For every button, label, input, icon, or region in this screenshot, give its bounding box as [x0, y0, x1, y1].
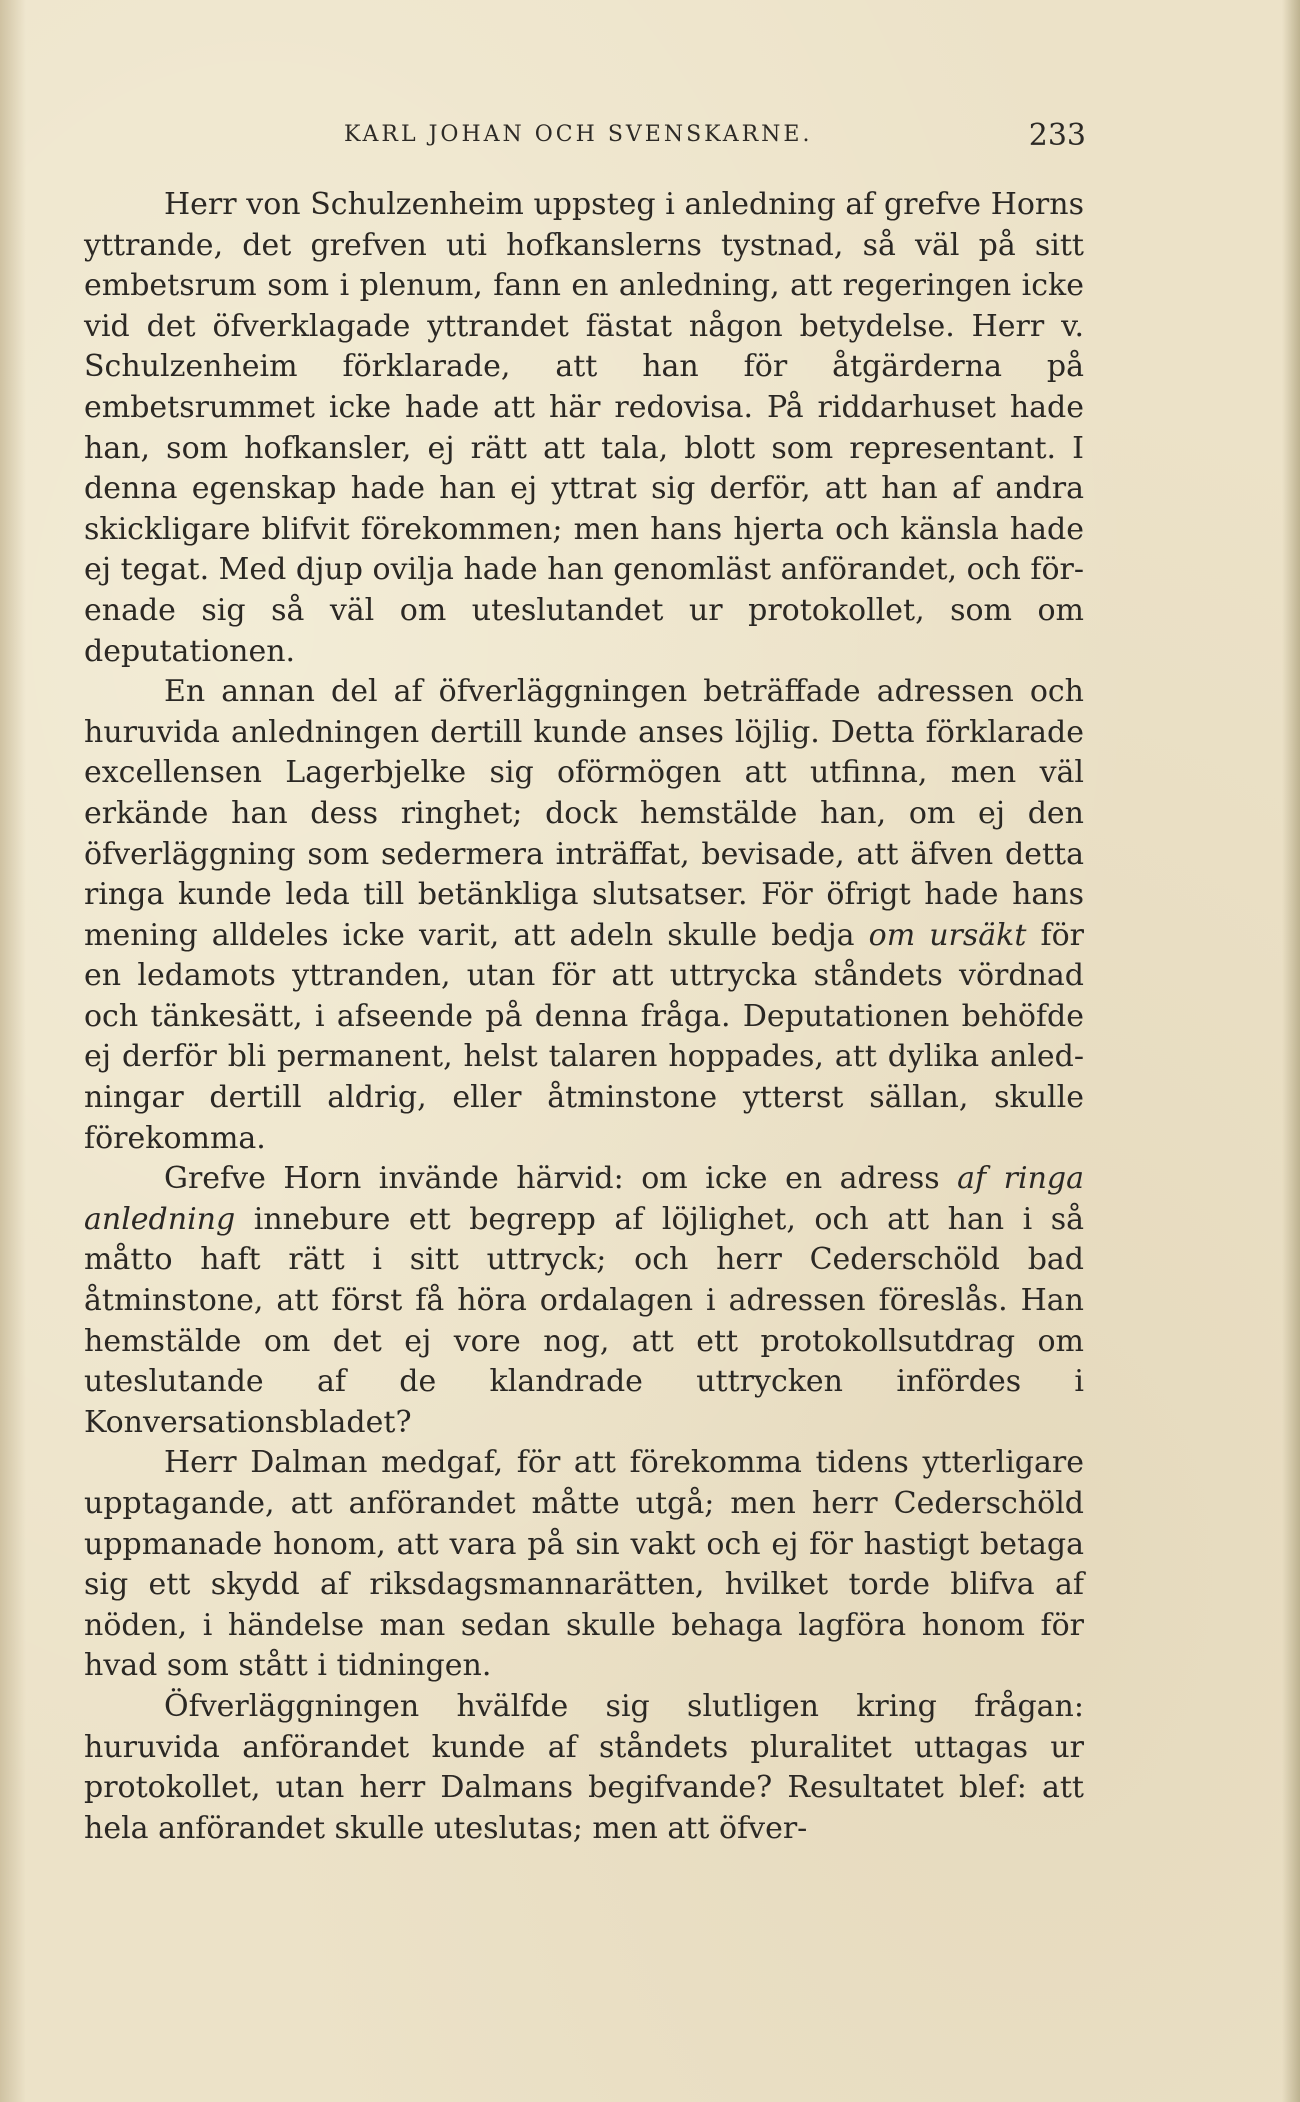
paragraph-4-text: Herr Dalman medgaf, för att förekomma tidens ytterligare upptagande, att anförandet måtte utgå; men herr Cederschöld uppmanade honom, att vara på sin vakt och ej för hastigt betaga sig ett skydd af riksdagsmannarätten, hvilket torde blifva af nöden, i händelse man sedan skulle behaga lagföra honom för hvad som stått i tidningen. [84, 1445, 1084, 1684]
paragraph-5-text: Öfverläggningen hvälfde sig slutligen kring frågan: huruvida anförandet kunde af ståndets pluralitet uttagas ur protokollet, utan herr Dalmans begifvande? Resultatet blef: att hela anförandet skulle uteslutas; men att öfver- [84, 1688, 1084, 1846]
paragraph-2-text-after: för en ledamots yttranden, utan för att uttrycka ståndets vördnad och tänkesätt, i afseende på denna fråga. Deputationen behöfde ej derför bli permanent, helst talaren hoppades, att dylika anledningar dertill aldrig, eller åtminstone ytterst sällan, skulle förekomma. [84, 917, 1084, 1156]
paragraph-2-text: En annan del af öfverläggningen beträffade adressen och huruvida anledningen dertill kunde anses löjlig. Detta förklarade excellensen Lagerbjelke sig oförmögen att utfinna, men väl erkände han dess ringhet; dock hemstälde han, om ej den öfverläggning som sedermera inträffat, bevisade, att äfven detta ringa kunde leda till betänkliga slutsatser. För öfrigt hade hans mening alldeles icke varit, att adeln skulle bedja [84, 674, 1084, 953]
paragraph-1 [84, 185, 1084, 672]
running-head [84, 118, 1084, 158]
paragraph-3-italic: af ringa anledning [84, 1161, 1085, 1237]
paragraph-3 [84, 1159, 1084, 1443]
body-text [84, 185, 1084, 1849]
paragraph-5 [84, 1687, 1084, 1849]
paragraph-2-italic: om ursäkt [868, 917, 1027, 953]
page-edge-shadow-left [0, 0, 26, 2102]
page-number: 233 [1028, 118, 1086, 153]
running-title: KARL JOHAN OCH SVENSKARNE. [344, 122, 813, 147]
paragraph-2 [84, 672, 1084, 1159]
paragraph-3-text-after: innebure ett begrepp af löjlighet, och att han i så måtto haft rätt i sitt uttryck; och herr Cederschöld bad åtminstone, att först få höra ordalagen i adressen föreslås. Han hemstälde om det ej vore nog, att ett protokollsutdrag om uteslutande af de klandrade uttrycken infördes i Konversationsbladet? [84, 1201, 1084, 1440]
paragraph-4 [84, 1443, 1084, 1687]
paragraph-1-text: Herr von Schulzenheim uppsteg i anledning af grefve Horns yttrande, det grefven uti hofkanslerns tystnad, så väl på sitt embetsrum som i plenum, fann en anledning, att regeringen icke vid det öfverklagade yttrandet fästat någon betydelse. Herr v. Schulzenheim förklarade, att han för åtgärderna på embetsrummet icke hade att här redovisa. På riddarhuset hade han, som hofkansler, ej rätt att tala, blott som representant. I denna egenskap hade han ej yttrat sig derför, att han af andra skickligare blifvit förekommen; men hans hjerta och känsla hade ej tegat. Med djup ovilja hade han genomläst anförandet, och förenade sig så väl om uteslutandet ur protokollet, som om deputationen. [84, 187, 1084, 669]
page-edge-shadow-right [1282, 0, 1300, 2102]
paragraph-3-text: Grefve Horn invände härvid: om icke en adress [164, 1161, 940, 1197]
